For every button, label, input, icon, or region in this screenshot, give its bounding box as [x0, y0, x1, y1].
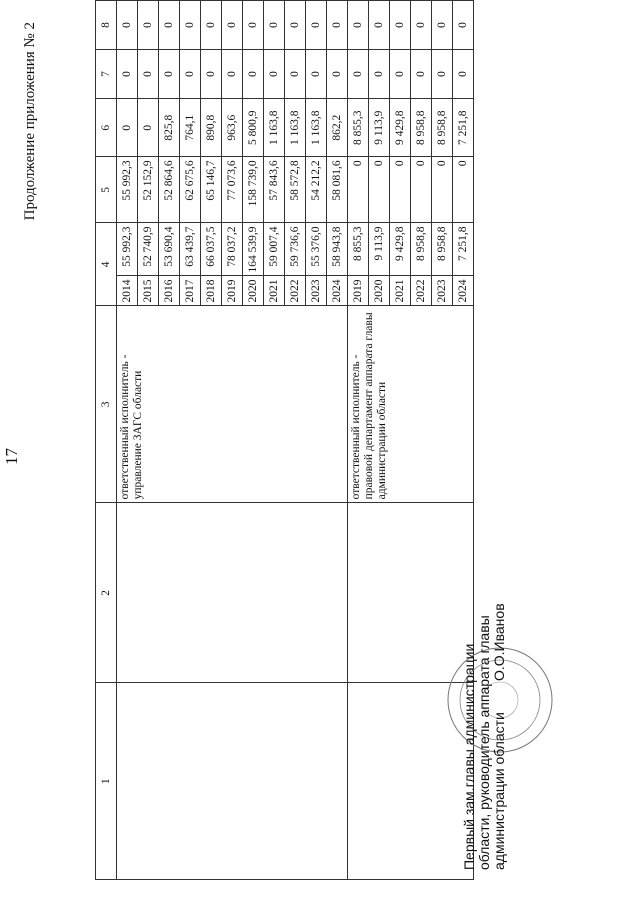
value-cell: 0	[159, 50, 180, 99]
value-cell: 0	[432, 157, 453, 223]
value-cell: 0	[222, 1, 243, 50]
value-cell: 0	[180, 1, 201, 50]
table-row	[348, 1, 369, 880]
value-cell: 0	[390, 50, 411, 99]
value-cell: 0	[453, 157, 474, 223]
value-cell: 8 958,8	[411, 223, 432, 276]
empty-cell	[117, 503, 348, 683]
column-header: 5	[96, 157, 117, 223]
year-cell: 2018	[201, 276, 222, 306]
value-cell: 58 943,8	[327, 223, 348, 276]
column-header: 4	[96, 223, 117, 306]
year-cell: 2023	[306, 276, 327, 306]
empty-cell	[117, 683, 348, 880]
value-cell: 0	[390, 157, 411, 223]
signature-block	[462, 603, 507, 870]
year-cell: 2016	[159, 276, 180, 306]
value-cell: 0	[453, 50, 474, 99]
value-cell: 0	[243, 50, 264, 99]
value-cell: 0	[117, 50, 138, 99]
value-cell: 1 163,8	[285, 99, 306, 157]
value-cell: 0	[180, 50, 201, 99]
column-header: 1	[96, 683, 117, 880]
value-cell: 0	[369, 157, 390, 223]
value-cell: 55 992,3	[117, 157, 138, 223]
continuation-title: Продолжение приложения № 2	[22, 22, 38, 221]
value-cell: 0	[432, 50, 453, 99]
value-cell: 78 037,2	[222, 223, 243, 276]
value-cell: 0	[117, 99, 138, 157]
value-cell: 0	[306, 1, 327, 50]
value-cell: 0	[453, 1, 474, 50]
value-cell: 0	[201, 1, 222, 50]
value-cell: 63 439,7	[180, 223, 201, 276]
value-cell: 0	[348, 157, 369, 223]
value-cell: 0	[159, 1, 180, 50]
value-cell: 0	[432, 1, 453, 50]
value-cell: 825,8	[159, 99, 180, 157]
value-cell: 7 251,8	[453, 223, 474, 276]
value-cell: 55 376,0	[306, 223, 327, 276]
value-cell: 0	[327, 50, 348, 99]
value-cell: 66 037,5	[201, 223, 222, 276]
value-cell: 58 572,8	[285, 157, 306, 223]
value-cell: 5 800,9	[243, 99, 264, 157]
value-cell: 963,6	[222, 99, 243, 157]
value-cell: 0	[348, 1, 369, 50]
value-cell: 58 081,6	[327, 157, 348, 223]
year-cell: 2020	[243, 276, 264, 306]
value-cell: 77 073,6	[222, 157, 243, 223]
value-cell: 764,1	[180, 99, 201, 157]
value-cell: 57 843,6	[264, 157, 285, 223]
year-cell: 2022	[411, 276, 432, 306]
value-cell: 0	[411, 1, 432, 50]
value-cell: 8 958,8	[411, 99, 432, 157]
value-cell: 7 251,8	[453, 99, 474, 157]
column-header: 3	[96, 306, 117, 503]
signatory-name: О.О.Иванов	[491, 603, 507, 682]
column-header: 8	[96, 1, 117, 50]
value-cell: 0	[348, 50, 369, 99]
value-cell: 0	[222, 50, 243, 99]
value-cell: 59 736,6	[285, 223, 306, 276]
signature-line-2: области, руководитель аппарата главы	[476, 615, 492, 870]
value-cell: 0	[285, 50, 306, 99]
page-number: 17	[2, 448, 21, 465]
value-cell: 0	[306, 50, 327, 99]
value-cell: 52 740,9	[138, 223, 159, 276]
value-cell: 55 992,3	[117, 223, 138, 276]
year-cell: 2017	[180, 276, 201, 306]
value-cell: 158 739,0	[243, 157, 264, 223]
value-cell: 8 855,3	[348, 99, 369, 157]
value-cell: 0	[201, 50, 222, 99]
value-cell: 164 539,9	[243, 223, 264, 276]
value-cell: 0	[327, 1, 348, 50]
year-cell: 2019	[222, 276, 243, 306]
column-header: 6	[96, 99, 117, 157]
signature-line-1: Первый зам.главы администрации	[461, 643, 477, 870]
year-cell: 2024	[453, 276, 474, 306]
value-cell: 53 690,4	[159, 223, 180, 276]
value-cell: 8 855,3	[348, 223, 369, 276]
value-cell: 0	[138, 50, 159, 99]
value-cell: 0	[369, 50, 390, 99]
year-cell: 2023	[432, 276, 453, 306]
year-cell: 2019	[348, 276, 369, 306]
value-cell: 59 007,4	[264, 223, 285, 276]
value-cell: 62 675,6	[180, 157, 201, 223]
value-cell: 0	[264, 50, 285, 99]
table-row	[117, 1, 138, 880]
value-cell: 0	[138, 1, 159, 50]
value-cell: 52 152,9	[138, 157, 159, 223]
year-cell: 2015	[138, 276, 159, 306]
value-cell: 0	[138, 99, 159, 157]
value-cell: 9 113,9	[369, 223, 390, 276]
value-cell: 9 429,8	[390, 223, 411, 276]
column-header: 2	[96, 503, 117, 683]
column-header: 7	[96, 50, 117, 99]
year-cell: 2014	[117, 276, 138, 306]
value-cell: 0	[411, 157, 432, 223]
year-cell: 2020	[369, 276, 390, 306]
responsible-executor: ответственный исполнитель - правовой департамент аппарата главы администрации области	[348, 306, 474, 503]
value-cell: 0	[369, 1, 390, 50]
value-cell: 0	[411, 50, 432, 99]
value-cell: 65 146,7	[201, 157, 222, 223]
year-cell: 2024	[327, 276, 348, 306]
year-cell: 2022	[285, 276, 306, 306]
signature-line-3: администрации области	[491, 712, 507, 870]
value-cell: 890,8	[201, 99, 222, 157]
value-cell: 1 163,8	[264, 99, 285, 157]
value-cell: 9 113,9	[369, 99, 390, 157]
value-cell: 0	[264, 1, 285, 50]
value-cell: 862,2	[327, 99, 348, 157]
value-cell: 0	[390, 1, 411, 50]
value-cell: 9 429,8	[390, 99, 411, 157]
value-cell: 52 864,6	[159, 157, 180, 223]
value-cell: 8 958,8	[432, 99, 453, 157]
value-cell: 0	[117, 1, 138, 50]
value-cell: 1 163,8	[306, 99, 327, 157]
header-row	[96, 1, 117, 880]
year-cell: 2021	[390, 276, 411, 306]
value-cell: 54 212,2	[306, 157, 327, 223]
value-cell: 8 958,8	[432, 223, 453, 276]
value-cell: 0	[243, 1, 264, 50]
appendix-table	[95, 0, 474, 880]
responsible-executor: ответственный исполнитель - управление ЗАГС области	[117, 306, 348, 503]
year-cell: 2021	[264, 276, 285, 306]
value-cell: 0	[285, 1, 306, 50]
